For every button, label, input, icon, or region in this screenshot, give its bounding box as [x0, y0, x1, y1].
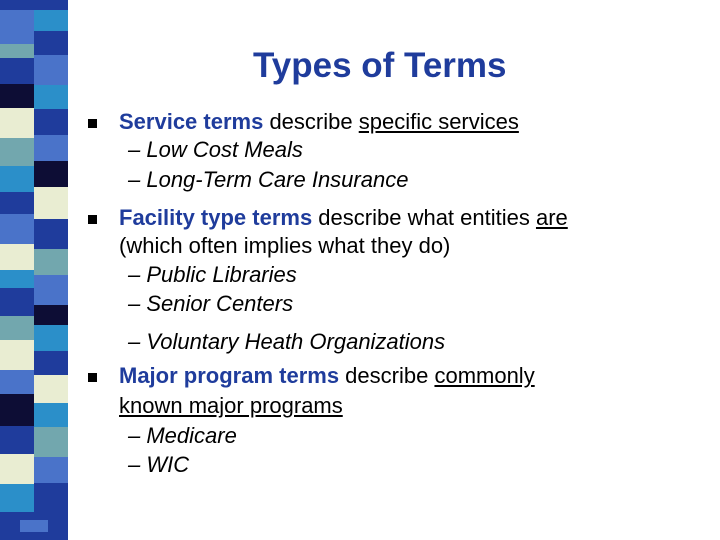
- bullet-marker: [88, 119, 97, 128]
- term-underline-text: specific services: [358, 109, 519, 134]
- term-label: Service terms: [119, 109, 264, 134]
- subitem: – Senior Centers: [128, 291, 294, 316]
- term-description: describe: [339, 363, 435, 388]
- subitem: – Long-Term Care Insurance: [128, 167, 409, 192]
- term-underline-text: commonly: [434, 363, 535, 388]
- slide-title: Types of Terms: [253, 46, 507, 85]
- term-description: describe what entities: [312, 205, 536, 230]
- term-label: Major program terms: [119, 363, 340, 388]
- bullet-item: [119, 362, 535, 390]
- subitem: – WIC: [128, 452, 190, 477]
- term-underline-text: are: [535, 205, 568, 230]
- subitem: – Voluntary Heath Organizations: [128, 329, 446, 354]
- subitem: – Public Libraries: [128, 262, 297, 287]
- bullet-marker: [88, 373, 97, 382]
- subitem: – Low Cost Meals: [128, 137, 303, 162]
- bullet-continuation: (which often implies what they do): [119, 233, 451, 258]
- term-label: Facility type terms: [119, 205, 313, 230]
- term-description: describe: [263, 109, 359, 134]
- bullet-continuation: known major programs: [119, 393, 343, 418]
- bullet-item: [119, 108, 519, 136]
- decorative-stripe: [0, 0, 68, 540]
- bullet-item: [119, 204, 568, 232]
- bullet-marker: [88, 215, 97, 224]
- subitem: – Medicare: [128, 423, 237, 448]
